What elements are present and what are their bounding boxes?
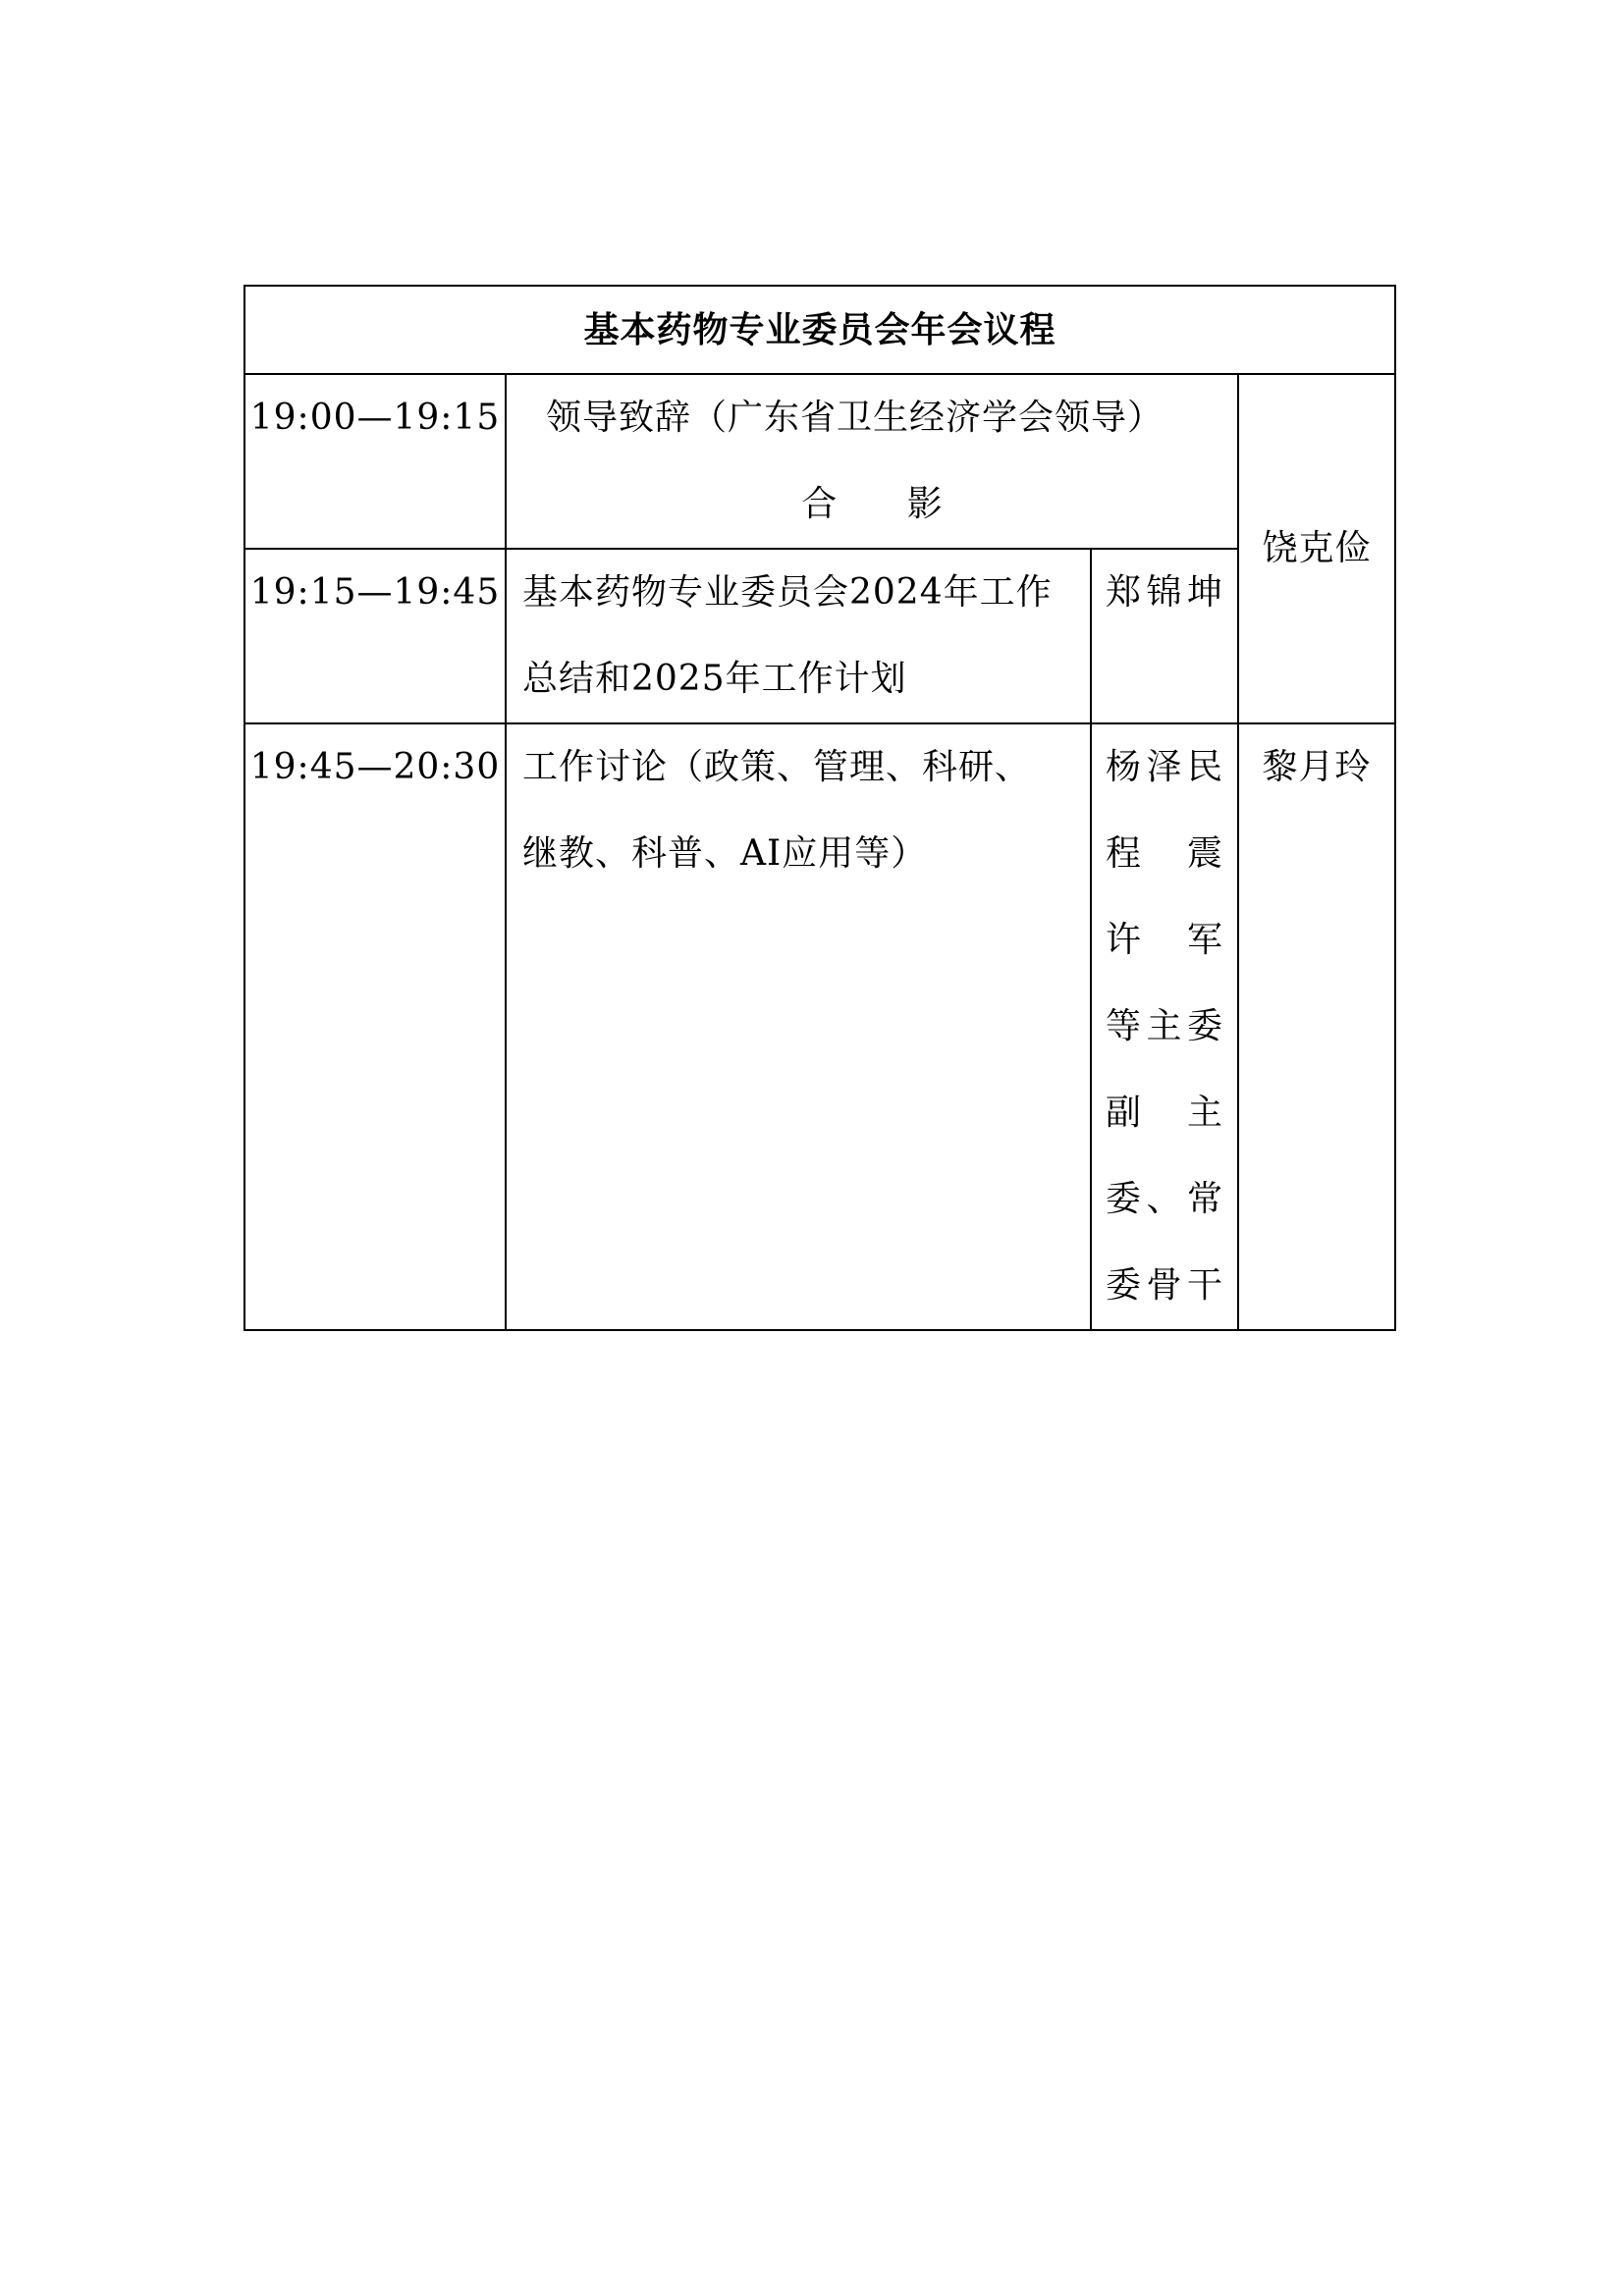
topic-cell <box>506 374 1238 549</box>
topic-line: 继教、科普、AI应用等） <box>522 833 928 874</box>
table-title-row <box>244 286 1395 374</box>
host-cell: 饶克俭 <box>1238 374 1395 723</box>
table-row <box>244 374 1395 549</box>
speaker-line: 等主委 <box>1106 1006 1223 1046</box>
topic-line-text: 合 影 <box>801 484 972 524</box>
agenda-table <box>244 285 1396 1331</box>
speaker-line: 许 军 <box>1106 920 1223 960</box>
topic-cell <box>506 723 1091 1330</box>
host-cell: 黎月玲 <box>1238 723 1395 1330</box>
agenda-title: 基本药物专业委员会年会议程 <box>244 286 1395 374</box>
topic-line <box>522 461 1221 548</box>
time-cell: 19:00—19:15 <box>244 374 506 549</box>
topic-line: 总结和2025年工作计划 <box>522 659 907 699</box>
speaker-line: 委骨干 <box>1106 1265 1223 1306</box>
time-cell: 19:15—19:45 <box>244 549 506 723</box>
speaker-line: 委、常 <box>1106 1179 1223 1219</box>
speaker-line: 杨泽民 <box>1106 747 1223 787</box>
table-row <box>244 723 1395 1330</box>
speaker-cell <box>1091 723 1238 1330</box>
topic-line: 工作讨论（政策、管理、科研、 <box>522 747 1032 787</box>
topic-line: 基本药物专业委员会2024年工作 <box>522 572 1053 613</box>
topic-cell <box>506 549 1091 723</box>
speaker-line: 程 震 <box>1106 833 1223 874</box>
time-cell: 19:45—20:30 <box>244 723 506 1330</box>
speaker-line: 副 主 <box>1106 1093 1223 1133</box>
topic-line: 领导致辞（广东省卫生经济学会领导） <box>546 398 1164 438</box>
speaker-line: 郑锦坤 <box>1106 572 1223 613</box>
table-row <box>244 549 1395 723</box>
speaker-cell <box>1091 549 1238 723</box>
